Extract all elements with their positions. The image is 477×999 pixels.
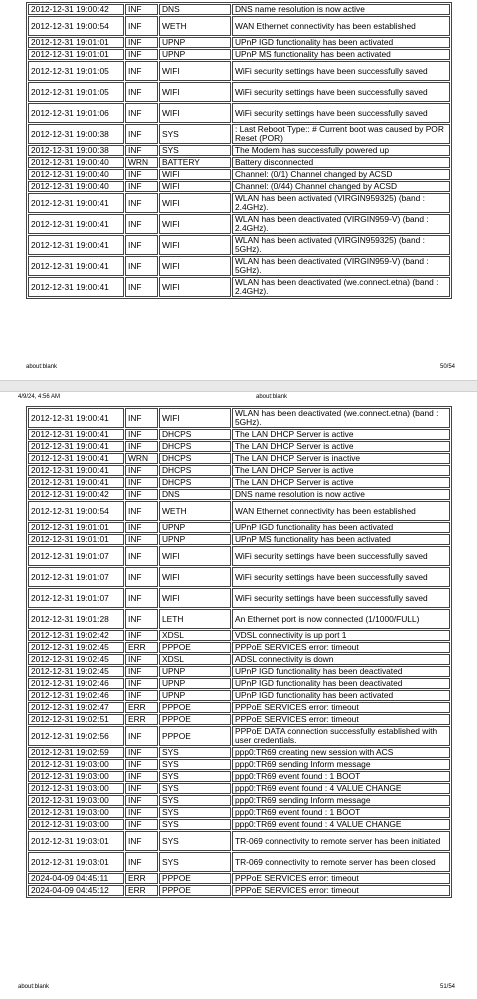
log-message: The LAN DHCP Server is active: [232, 441, 450, 452]
log-message: An Ethernet port is now connected (1/1000/FULL): [232, 609, 450, 629]
log-source: DHCPS: [159, 465, 231, 476]
log-time: 2012-12-31 19:03:00: [28, 795, 124, 806]
log-row: [28, 37, 450, 48]
log-row: [28, 82, 450, 102]
log-row: [28, 885, 450, 896]
log-time: 2012-12-31 19:03:00: [28, 783, 124, 794]
log-time: 2012-12-31 19:00:41: [28, 429, 124, 440]
log-message: UPnP IGD functionality has been deactivated: [232, 666, 450, 677]
log-time: 2012-12-31 19:02:46: [28, 690, 124, 701]
log-level: WRN: [125, 157, 158, 168]
log-level: INF: [125, 82, 158, 102]
log-row: [28, 678, 450, 689]
log-row: [28, 588, 450, 608]
log-message: WiFi security settings have been successfully saved: [232, 103, 450, 123]
log-level: INF: [125, 4, 158, 15]
log-row: [28, 795, 450, 806]
log-row: [28, 783, 450, 794]
log-time: 2012-12-31 19:00:54: [28, 501, 124, 521]
log-message: ppp0:TR69 event found : 1 BOOT: [232, 807, 450, 818]
log-message: PPPoE DATA connection successfully established with user credentials.: [232, 726, 450, 746]
log-level: INF: [125, 489, 158, 500]
log-message: UPnP IGD functionality has been activated: [232, 690, 450, 701]
log-message: WiFi security settings have been successfully saved: [232, 61, 450, 81]
log-time: 2012-12-31 19:02:59: [28, 747, 124, 758]
log-row: [28, 747, 450, 758]
log-level: INF: [125, 678, 158, 689]
log-level: ERR: [125, 885, 158, 896]
log-source: UPNP: [159, 690, 231, 701]
log-level: INF: [125, 61, 158, 81]
log-source: UPNP: [159, 534, 231, 545]
log-row: [28, 666, 450, 677]
log-time: 2012-12-31 19:00:41: [28, 256, 124, 276]
log-source: WIFI: [159, 588, 231, 608]
log-message: WiFi security settings have been successfully saved: [232, 82, 450, 102]
log-source: UPNP: [159, 666, 231, 677]
log-row: [28, 642, 450, 653]
log-row: [28, 169, 450, 180]
log-message: WLAN has been deactivated (VIRGIN959-V) (band : 5GHz).: [232, 256, 450, 276]
log-level: INF: [125, 567, 158, 587]
event-log-body: [28, 4, 450, 297]
log-level: INF: [125, 522, 158, 533]
log-source: SYS: [159, 124, 231, 144]
log-time: 2012-12-31 19:00:42: [28, 489, 124, 500]
log-row: [28, 214, 450, 234]
log-time: 2012-12-31 19:00:42: [28, 4, 124, 15]
page-break: [0, 380, 477, 392]
log-level: INF: [125, 534, 158, 545]
log-level: ERR: [125, 702, 158, 713]
log-row: [28, 690, 450, 701]
log-message: WiFi security settings have been successfully saved: [232, 567, 450, 587]
log-level: INF: [125, 16, 158, 36]
log-source: WIFI: [159, 277, 231, 297]
print-page-50: [0, 0, 477, 380]
log-source: WIFI: [159, 214, 231, 234]
log-row: [28, 4, 450, 15]
log-source: WIFI: [159, 169, 231, 180]
log-time: 2012-12-31 19:02:45: [28, 642, 124, 653]
page-number: 50/54: [439, 364, 455, 370]
log-time: 2012-12-31 19:01:07: [28, 588, 124, 608]
log-level: INF: [125, 214, 158, 234]
log-level: INF: [125, 819, 158, 830]
log-source: SYS: [159, 807, 231, 818]
log-level: INF: [125, 169, 158, 180]
log-level: INF: [125, 181, 158, 192]
log-row: [28, 465, 450, 476]
log-source: SYS: [159, 819, 231, 830]
log-message: ppp0:TR69 event found : 4 VALUE CHANGE: [232, 819, 450, 830]
log-message: WAN Ethernet connectivity has been established: [232, 16, 450, 36]
log-level: INF: [125, 831, 158, 851]
log-message: The LAN DHCP Server is active: [232, 477, 450, 488]
log-message: PPPoE SERVICES error: timeout: [232, 714, 450, 725]
log-message: PPPoE SERVICES error: timeout: [232, 885, 450, 896]
log-message: UPnP MS functionality has been activated: [232, 49, 450, 60]
log-time: 2012-12-31 19:01:01: [28, 534, 124, 545]
log-message: WLAN has been activated (VIRGIN959325) (band : 2.4GHz).: [232, 193, 450, 213]
log-source: WIFI: [159, 103, 231, 123]
log-message: ppp0:TR69 event found : 4 VALUE CHANGE: [232, 783, 450, 794]
log-time: 2012-12-31 19:00:40: [28, 169, 124, 180]
log-source: SYS: [159, 747, 231, 758]
log-level: INF: [125, 465, 158, 476]
log-source: WIFI: [159, 61, 231, 81]
log-source: DNS: [159, 489, 231, 500]
log-source: UPNP: [159, 678, 231, 689]
log-row: [28, 609, 450, 629]
log-time: 2012-12-31 19:03:00: [28, 807, 124, 818]
log-row: [28, 630, 450, 641]
log-time: 2012-12-31 19:00:41: [28, 277, 124, 297]
log-source: WIFI: [159, 408, 231, 428]
log-time: 2012-12-31 19:00:38: [28, 124, 124, 144]
log-time: 2012-12-31 19:01:07: [28, 567, 124, 587]
log-source: DHCPS: [159, 477, 231, 488]
log-row: [28, 546, 450, 566]
log-level: ERR: [125, 714, 158, 725]
log-message: TR-069 connectivity to remote server has been initiated: [232, 831, 450, 851]
log-row: [28, 726, 450, 746]
page-header-url: about:blank: [256, 394, 288, 400]
log-level: INF: [125, 795, 158, 806]
log-message: UPnP IGD functionality has been activated: [232, 522, 450, 533]
log-row: [28, 429, 450, 440]
log-level: ERR: [125, 642, 158, 653]
log-source: SYS: [159, 771, 231, 782]
log-time: 2012-12-31 19:02:45: [28, 654, 124, 665]
log-row: [28, 103, 450, 123]
page-number: 51/54: [439, 984, 455, 990]
log-message: WLAN has been deactivated (we.connect.etna) (band : 5GHz).: [232, 408, 450, 428]
log-message: UPnP IGD functionality has been deactivated: [232, 678, 450, 689]
log-time: 2012-12-31 19:00:41: [28, 408, 124, 428]
log-message: WiFi security settings have been successfully saved: [232, 546, 450, 566]
log-source: WIFI: [159, 567, 231, 587]
log-source: SYS: [159, 783, 231, 794]
log-level: INF: [125, 145, 158, 156]
log-time: 2012-12-31 19:02:47: [28, 702, 124, 713]
log-time: 2012-12-31 19:01:07: [28, 546, 124, 566]
log-message: UPnP MS functionality has been activated: [232, 534, 450, 545]
log-row: [28, 441, 450, 452]
log-row: [28, 654, 450, 665]
log-message: The LAN DHCP Server is active: [232, 429, 450, 440]
log-time: 2012-12-31 19:03:00: [28, 819, 124, 830]
log-level: INF: [125, 124, 158, 144]
log-time: 2012-12-31 19:03:01: [28, 852, 124, 872]
log-source: SYS: [159, 831, 231, 851]
log-source: UPNP: [159, 49, 231, 60]
log-message: Channel: (0/44) Channel changed by ACSD: [232, 181, 450, 192]
log-level: ERR: [125, 873, 158, 884]
log-level: INF: [125, 441, 158, 452]
log-message: ppp0:TR69 creating new session with ACS: [232, 747, 450, 758]
log-row: [28, 522, 450, 533]
log-time: 2012-12-31 19:00:40: [28, 157, 124, 168]
log-level: INF: [125, 609, 158, 629]
log-level: INF: [125, 546, 158, 566]
log-time: 2012-12-31 19:03:00: [28, 759, 124, 770]
log-time: 2012-12-31 19:01:01: [28, 37, 124, 48]
log-level: INF: [125, 654, 158, 665]
log-time: 2012-12-31 19:01:01: [28, 522, 124, 533]
log-row: [28, 277, 450, 297]
log-level: INF: [125, 771, 158, 782]
log-row: [28, 771, 450, 782]
log-source: PPPOE: [159, 714, 231, 725]
log-source: XDSL: [159, 654, 231, 665]
log-level: INF: [125, 783, 158, 794]
log-row: [28, 489, 450, 500]
log-message: ADSL connectivity is down: [232, 654, 450, 665]
log-message: WiFi security settings have been successfully saved: [232, 588, 450, 608]
log-time: 2012-12-31 19:02:42: [28, 630, 124, 641]
log-time: 2012-12-31 19:00:38: [28, 145, 124, 156]
log-message: WLAN has been deactivated (we.connect.etna) (band : 2.4GHz).: [232, 277, 450, 297]
log-message: DNS name resolution is now active: [232, 4, 450, 15]
log-source: SYS: [159, 145, 231, 156]
log-row: [28, 819, 450, 830]
log-time: 2012-12-31 19:00:41: [28, 193, 124, 213]
log-source: DHCPS: [159, 453, 231, 464]
log-source: WIFI: [159, 235, 231, 255]
print-page-51: [0, 392, 477, 999]
log-row: [28, 501, 450, 521]
log-message: WAN Ethernet connectivity has been established: [232, 501, 450, 521]
log-time: 2012-12-31 19:02:51: [28, 714, 124, 725]
log-message: UPnP IGD functionality has been activated: [232, 37, 450, 48]
print-timestamp: 4/9/24, 4:56 AM: [18, 394, 61, 400]
log-row: [28, 408, 450, 428]
log-time: 2012-12-31 19:01:01: [28, 49, 124, 60]
log-source: WETH: [159, 16, 231, 36]
log-time: 2012-12-31 19:01:05: [28, 82, 124, 102]
log-row: [28, 702, 450, 713]
log-source: WETH: [159, 501, 231, 521]
log-message: The LAN DHCP Server is inactive: [232, 453, 450, 464]
log-time: 2012-12-31 19:02:45: [28, 666, 124, 677]
log-source: PPPOE: [159, 885, 231, 896]
log-time: 2012-12-31 19:00:41: [28, 214, 124, 234]
log-level: INF: [125, 690, 158, 701]
page-footer-url: about:blank: [26, 364, 58, 370]
log-message: Channel: (0/1) Channel changed by ACSD: [232, 169, 450, 180]
log-source: DHCPS: [159, 441, 231, 452]
log-source: WIFI: [159, 546, 231, 566]
log-level: INF: [125, 49, 158, 60]
log-row: [28, 145, 450, 156]
log-source: PPPOE: [159, 873, 231, 884]
log-source: XDSL: [159, 630, 231, 641]
log-time: 2012-12-31 19:00:54: [28, 16, 124, 36]
log-source: BATTERY: [159, 157, 231, 168]
log-source: WIFI: [159, 193, 231, 213]
log-message: ppp0:TR69 event found : 1 BOOT: [232, 771, 450, 782]
log-level: INF: [125, 429, 158, 440]
log-row: [28, 852, 450, 872]
log-row: [28, 567, 450, 587]
log-message: : Last Reboot Type:: # Current boot was caused by POR Reset (POR): [232, 124, 450, 144]
log-time: 2024-04-09 04:45:11: [28, 873, 124, 884]
log-message: PPPoE SERVICES error: timeout: [232, 642, 450, 653]
log-row: [28, 61, 450, 81]
log-source: LETH: [159, 609, 231, 629]
log-message: PPPoE SERVICES error: timeout: [232, 702, 450, 713]
log-time: 2012-12-31 19:02:56: [28, 726, 124, 746]
log-row: [28, 831, 450, 851]
log-level: INF: [125, 37, 158, 48]
log-level: INF: [125, 477, 158, 488]
log-source: WIFI: [159, 82, 231, 102]
log-level: INF: [125, 666, 158, 677]
log-source: UPNP: [159, 522, 231, 533]
log-time: 2012-12-31 19:02:46: [28, 678, 124, 689]
log-level: INF: [125, 852, 158, 872]
log-row: [28, 256, 450, 276]
log-message: The Modem has successfully powered up: [232, 145, 450, 156]
log-message: DNS name resolution is now active: [232, 489, 450, 500]
log-level: INF: [125, 235, 158, 255]
log-time: 2012-12-31 19:01:05: [28, 61, 124, 81]
log-source: SYS: [159, 759, 231, 770]
log-source: PPPOE: [159, 702, 231, 713]
log-time: 2024-04-09 04:45:12: [28, 885, 124, 896]
log-message: PPPoE SERVICES error: timeout: [232, 873, 450, 884]
log-row: [28, 16, 450, 36]
log-time: 2012-12-31 19:03:01: [28, 831, 124, 851]
log-row: [28, 235, 450, 255]
log-level: INF: [125, 759, 158, 770]
log-row: [28, 759, 450, 770]
page-footer-url: about:blank: [18, 984, 50, 990]
log-row: [28, 477, 450, 488]
log-time: 2012-12-31 19:01:06: [28, 103, 124, 123]
event-log-table: [26, 2, 452, 299]
log-row: [28, 193, 450, 213]
log-row: [28, 534, 450, 545]
log-row: [28, 714, 450, 725]
log-message: The LAN DHCP Server is active: [232, 465, 450, 476]
log-level: INF: [125, 103, 158, 123]
log-source: PPPOE: [159, 726, 231, 746]
log-level: INF: [125, 588, 158, 608]
log-level: INF: [125, 193, 158, 213]
log-time: 2012-12-31 19:00:41: [28, 235, 124, 255]
log-level: INF: [125, 501, 158, 521]
log-level: INF: [125, 726, 158, 746]
log-message: ppp0:TR69 sending Inform message: [232, 795, 450, 806]
log-time: 2012-12-31 19:00:41: [28, 477, 124, 488]
log-row: [28, 873, 450, 884]
event-log-table: [26, 406, 452, 898]
log-level: INF: [125, 256, 158, 276]
log-level: WRN: [125, 453, 158, 464]
log-row: [28, 453, 450, 464]
log-time: 2012-12-31 19:00:40: [28, 181, 124, 192]
log-source: UPNP: [159, 37, 231, 48]
log-level: INF: [125, 747, 158, 758]
log-source: SYS: [159, 852, 231, 872]
log-row: [28, 124, 450, 144]
log-row: [28, 49, 450, 60]
log-message: WLAN has been deactivated (VIRGIN959-V) (band : 2.4GHz).: [232, 214, 450, 234]
log-time: 2012-12-31 19:03:00: [28, 771, 124, 782]
log-source: SYS: [159, 795, 231, 806]
log-level: INF: [125, 807, 158, 818]
log-level: INF: [125, 408, 158, 428]
log-row: [28, 807, 450, 818]
log-message: TR-069 connectivity to remote server has been closed: [232, 852, 450, 872]
log-source: DHCPS: [159, 429, 231, 440]
log-source: DNS: [159, 4, 231, 15]
log-level: INF: [125, 277, 158, 297]
log-time: 2012-12-31 19:00:41: [28, 453, 124, 464]
log-message: ppp0:TR69 sending Inform message: [232, 759, 450, 770]
log-source: WIFI: [159, 181, 231, 192]
log-source: PPPOE: [159, 642, 231, 653]
log-source: WIFI: [159, 256, 231, 276]
event-log-body: [28, 408, 450, 896]
log-message: WLAN has been activated (VIRGIN959325) (band : 5GHz).: [232, 235, 450, 255]
log-time: 2012-12-31 19:01:28: [28, 609, 124, 629]
log-level: INF: [125, 630, 158, 641]
log-time: 2012-12-31 19:00:41: [28, 441, 124, 452]
log-row: [28, 157, 450, 168]
log-row: [28, 181, 450, 192]
log-message: Battery disconnected: [232, 157, 450, 168]
log-time: 2012-12-31 19:00:41: [28, 465, 124, 476]
log-message: VDSL connectivity is up port 1: [232, 630, 450, 641]
